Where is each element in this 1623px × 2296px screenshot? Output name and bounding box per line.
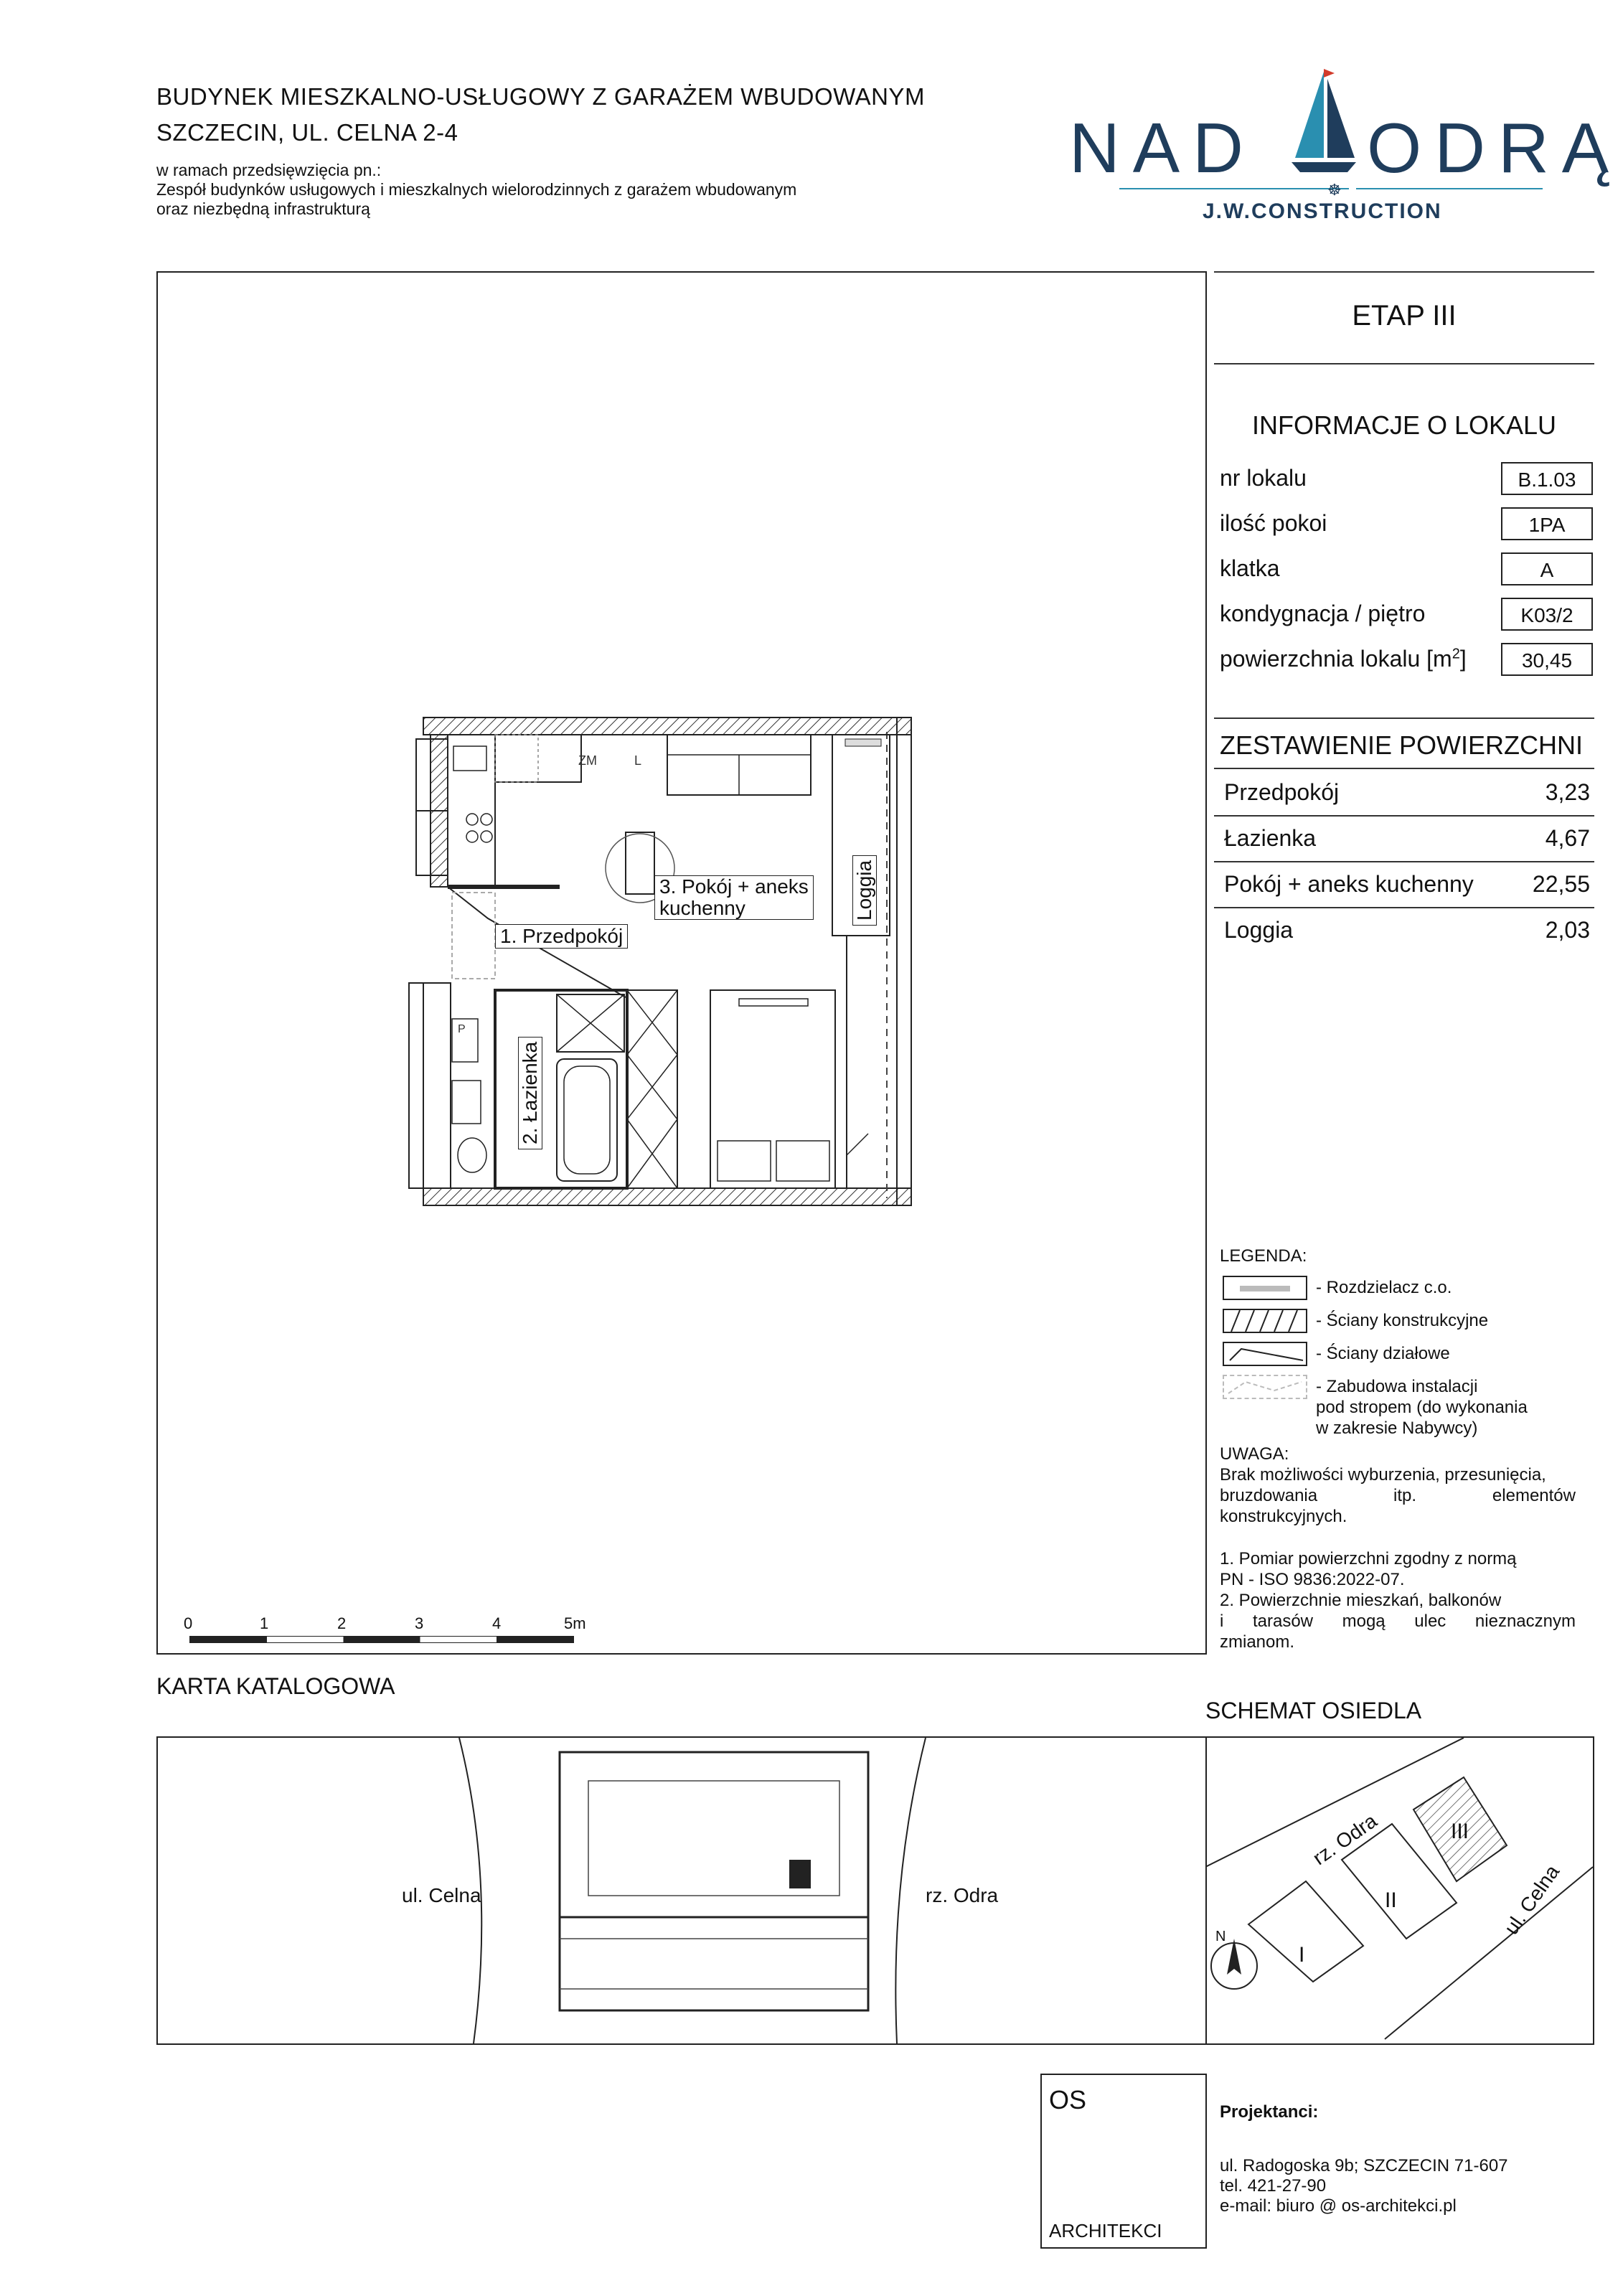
note-line-3: konstrukcyjnych.	[1220, 1507, 1347, 1526]
catalog-title: KARTA KATALOGOWA	[156, 1673, 395, 1699]
legend-item-3: - Ściany działowe	[1316, 1344, 1450, 1363]
architect-box	[1040, 2074, 1207, 2249]
site-plan	[158, 1738, 1205, 2043]
legend-swatch-installation	[1223, 1375, 1307, 1399]
sailboat-icon	[1284, 65, 1363, 179]
footnote-1: 1. Pomiar powierzchni zgodny z normą	[1220, 1549, 1517, 1568]
area-value-pokoj: 22,55	[1532, 871, 1590, 897]
legend-item-4b: pod stropem (do wykonania	[1316, 1398, 1528, 1417]
legend-title: LEGENDA:	[1220, 1246, 1307, 1266]
schema-title: SCHEMAT OSIEDLA	[1205, 1698, 1422, 1723]
designers-title: Projektanci:	[1220, 2102, 1319, 2122]
footnote-2: PN - ISO 9836:2022-07.	[1220, 1570, 1405, 1589]
footnote-5: zmianom.	[1220, 1632, 1295, 1652]
project-address: SZCZECIN, UL. CELNA 2-4	[156, 119, 458, 146]
scale-tick-2: 2	[337, 1614, 347, 1632]
fixture-p: P	[458, 1023, 466, 1035]
area-value-lazienka: 4,67	[1545, 825, 1590, 851]
note-line-1: Brak możliwości wyburzenia, przesunięcia,	[1220, 1465, 1546, 1485]
fixture-zm: ZM	[578, 753, 597, 768]
room-label-pokoj: 3. Pokój + aneks kuchenny	[654, 875, 814, 920]
scale-tick-3: 3	[415, 1614, 424, 1632]
scale-tick-1: 1	[260, 1614, 269, 1632]
info-value-pokoje: 1PA	[1501, 507, 1593, 540]
floor-plan	[402, 710, 947, 1227]
fixture-l: L	[634, 753, 642, 768]
schema-frame	[1205, 1736, 1594, 2045]
legend-item-4: - Zabudowa instalacji	[1316, 1377, 1478, 1396]
architect-os: OS	[1049, 2085, 1087, 2114]
schema-street-label: ul. Celna	[1500, 1860, 1564, 1939]
helm-icon: ☸	[1327, 181, 1342, 199]
scale-tick-5: 5m	[564, 1614, 586, 1632]
info-label-pokoje: ilość pokoi	[1220, 510, 1327, 536]
site-plan-frame	[156, 1736, 1207, 2045]
schema-river-label: rz. Odra	[1308, 1809, 1381, 1870]
info-value-kondygnacja: K03/2	[1501, 598, 1593, 631]
note-line-2: bruzdowania itp. elementów	[1220, 1486, 1576, 1505]
site-street-label: ul. Celna	[402, 1884, 481, 1906]
architect-label: ARCHITEKCI	[1049, 2220, 1162, 2241]
legend-swatch-distributor	[1223, 1276, 1307, 1300]
schema-stage-3: III	[1451, 1820, 1469, 1843]
project-subtitle-3: oraz niezbędną infrastrukturą	[156, 199, 370, 218]
north-label: N	[1215, 1929, 1226, 1944]
logo-wave-right	[1356, 188, 1543, 189]
area-value-przedpokoj: 3,23	[1545, 779, 1590, 805]
legend-swatch-structural	[1223, 1309, 1307, 1333]
area-value-loggia: 2,03	[1545, 917, 1590, 943]
designers-phone: tel. 421-27-90	[1220, 2176, 1327, 2196]
schema-stage-2: II	[1385, 1888, 1397, 1912]
legend-item-2: - Ściany konstrukcyjne	[1316, 1311, 1489, 1330]
scale-bar	[189, 1636, 574, 1643]
designers-email: e-mail: biuro @ os-architekci.pl	[1220, 2196, 1457, 2216]
info-label-klatka: klatka	[1220, 555, 1280, 581]
area-name-pokoj: Pokój + aneks kuchenny	[1224, 871, 1474, 897]
site-river-label: rz. Odra	[926, 1884, 999, 1906]
room-label-lazienka: 2. Łazienka	[518, 1037, 542, 1149]
info-value-klatka: A	[1501, 552, 1593, 585]
info-label-nr: nr lokalu	[1220, 465, 1307, 491]
logo-text-right: ODRĄ	[1367, 108, 1622, 187]
area-name-loggia: Loggia	[1224, 917, 1294, 943]
areas-title: ZESTAWIENIE POWIERZCHNI	[1220, 730, 1584, 760]
info-title: INFORMACJE O LOKALU	[1251, 410, 1557, 440]
room-label-loggia: Loggia	[852, 855, 877, 926]
designers-address: ul. Radogoska 9b; SZCZECIN 71-607	[1220, 2156, 1508, 2175]
project-subtitle-1: w ramach przedsięwzięcia pn.:	[156, 161, 382, 179]
info-label-kondygnacja: kondygnacja / piętro	[1220, 601, 1426, 626]
area-name-lazienka: Łazienka	[1224, 825, 1317, 851]
info-value-nr: B.1.03	[1501, 462, 1593, 495]
scale-tick-0: 0	[184, 1614, 193, 1632]
company-name: J.W.CONSTRUCTION	[1203, 199, 1442, 223]
legend-item-1: - Rozdzielacz c.o.	[1316, 1278, 1452, 1297]
footnote-4: i tarasów mogą ulec nieznacznym	[1220, 1612, 1576, 1631]
note-title: UWAGA:	[1220, 1444, 1289, 1464]
logo-text-left: NAD	[1069, 108, 1256, 187]
schema-stage-1: I	[1299, 1943, 1305, 1967]
scale-tick-4: 4	[492, 1614, 502, 1632]
info-value-powierzchnia: 30,45	[1501, 643, 1593, 676]
legend-swatch-partition	[1223, 1342, 1307, 1366]
area-name-przedpokoj: Przedpokój	[1224, 779, 1340, 805]
legend-item-4c: w zakresie Nabywcy)	[1316, 1418, 1478, 1438]
footnote-3: 2. Powierzchnie mieszkań, balkonów	[1220, 1591, 1502, 1610]
logo-wave-left	[1119, 188, 1349, 189]
info-label-powierzchnia: powierzchnia lokalu $[m^2]$	[1220, 646, 1467, 672]
room-label-przedpokoj: 1. Przedpokój	[495, 924, 628, 949]
project-title: BUDYNEK MIESZKALNO-USŁUGOWY Z GARAŻEM WBUDOWANYM	[156, 83, 925, 110]
project-subtitle-2: Zespół budynków usługowych i mieszkalnych wielorodzinnych z garażem wbudowanym	[156, 180, 797, 199]
stage-label: ETAP III	[1352, 300, 1457, 331]
brand-logo	[1069, 65, 1622, 230]
